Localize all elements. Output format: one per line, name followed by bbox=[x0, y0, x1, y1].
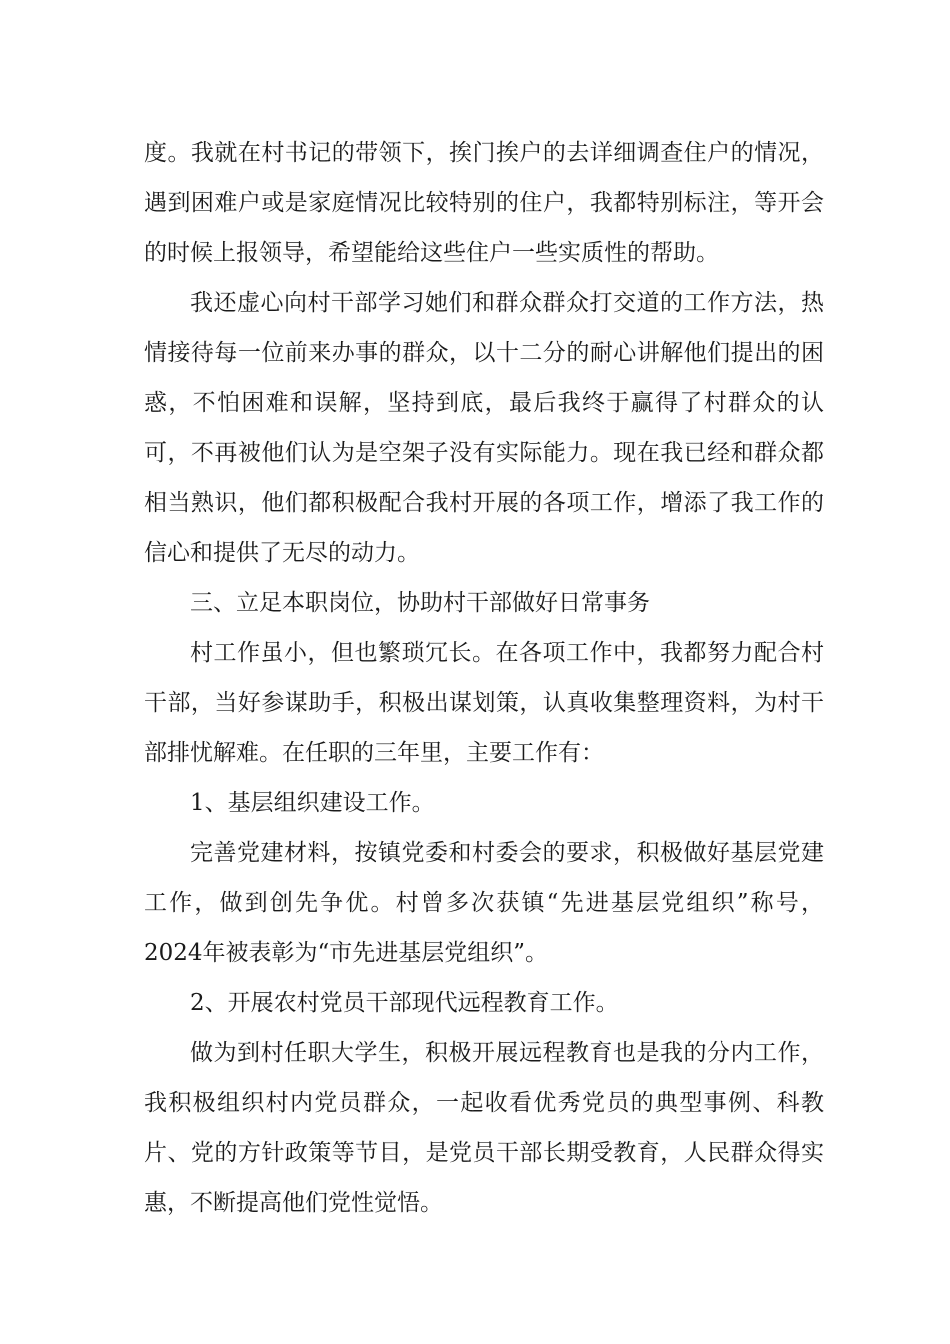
document-body bbox=[144, 128, 824, 1228]
paragraph-2: 我还虚心向村干部学习她们和群众群众打交道的工作方法，热情接待每一位前来办事的群众，以十二分的耐心讲解他们提出的困惑，不怕困难和误解，坚持到底，最后我终于赢得了村群众的认可，不再被他们认为是空架子没有实际能力。现在我已经和群众都相当熟识，他们都积极配合我村开展的各项工作，增添了我工作的信心和提供了无尽的动力。 bbox=[144, 290, 824, 566]
paragraph-3: 村工作虽小，但也繁琐冗长。在各项工作中，我都努力配合村干部，当好参谋助手，积极出谋划策，认真收集整理资料，为村干部排忧解难。在任职的三年里，主要工作有： bbox=[144, 640, 824, 766]
list-item-heading-2: 2、开展农村党员干部现代远程教育工作。 bbox=[190, 990, 619, 1016]
section-heading: 三、立足本职岗位，协助村干部做好日常事务 bbox=[190, 590, 650, 616]
paragraph-5: 做为到村任职大学生，积极开展远程教育也是我的分内工作，我积极组织村内党员群众，一起收看优秀党员的典型事例、科教片、党的方针政策等节目，是党员干部长期受教育，人民群众得实惠，不断提高他们党性觉悟。 bbox=[144, 1040, 824, 1216]
paragraph-4: 完善党建材料，按镇党委和村委会的要求，积极做好基层党建工作，做到创先争优。村曾多次获镇“先进基层党组织”称号，2024年被表彰为“市先进基层党组织”。 bbox=[144, 840, 824, 966]
list-item-heading-1: 1、基层组织建设工作。 bbox=[190, 790, 435, 816]
paragraph-1: 度。我就在村书记的带领下，挨门挨户的去详细调查住户的情况，遇到困难户或是家庭情况比较特别的住户，我都特别标注，等开会的时候上报领导，希望能给这些住户一些实质性的帮助。 bbox=[144, 140, 824, 266]
